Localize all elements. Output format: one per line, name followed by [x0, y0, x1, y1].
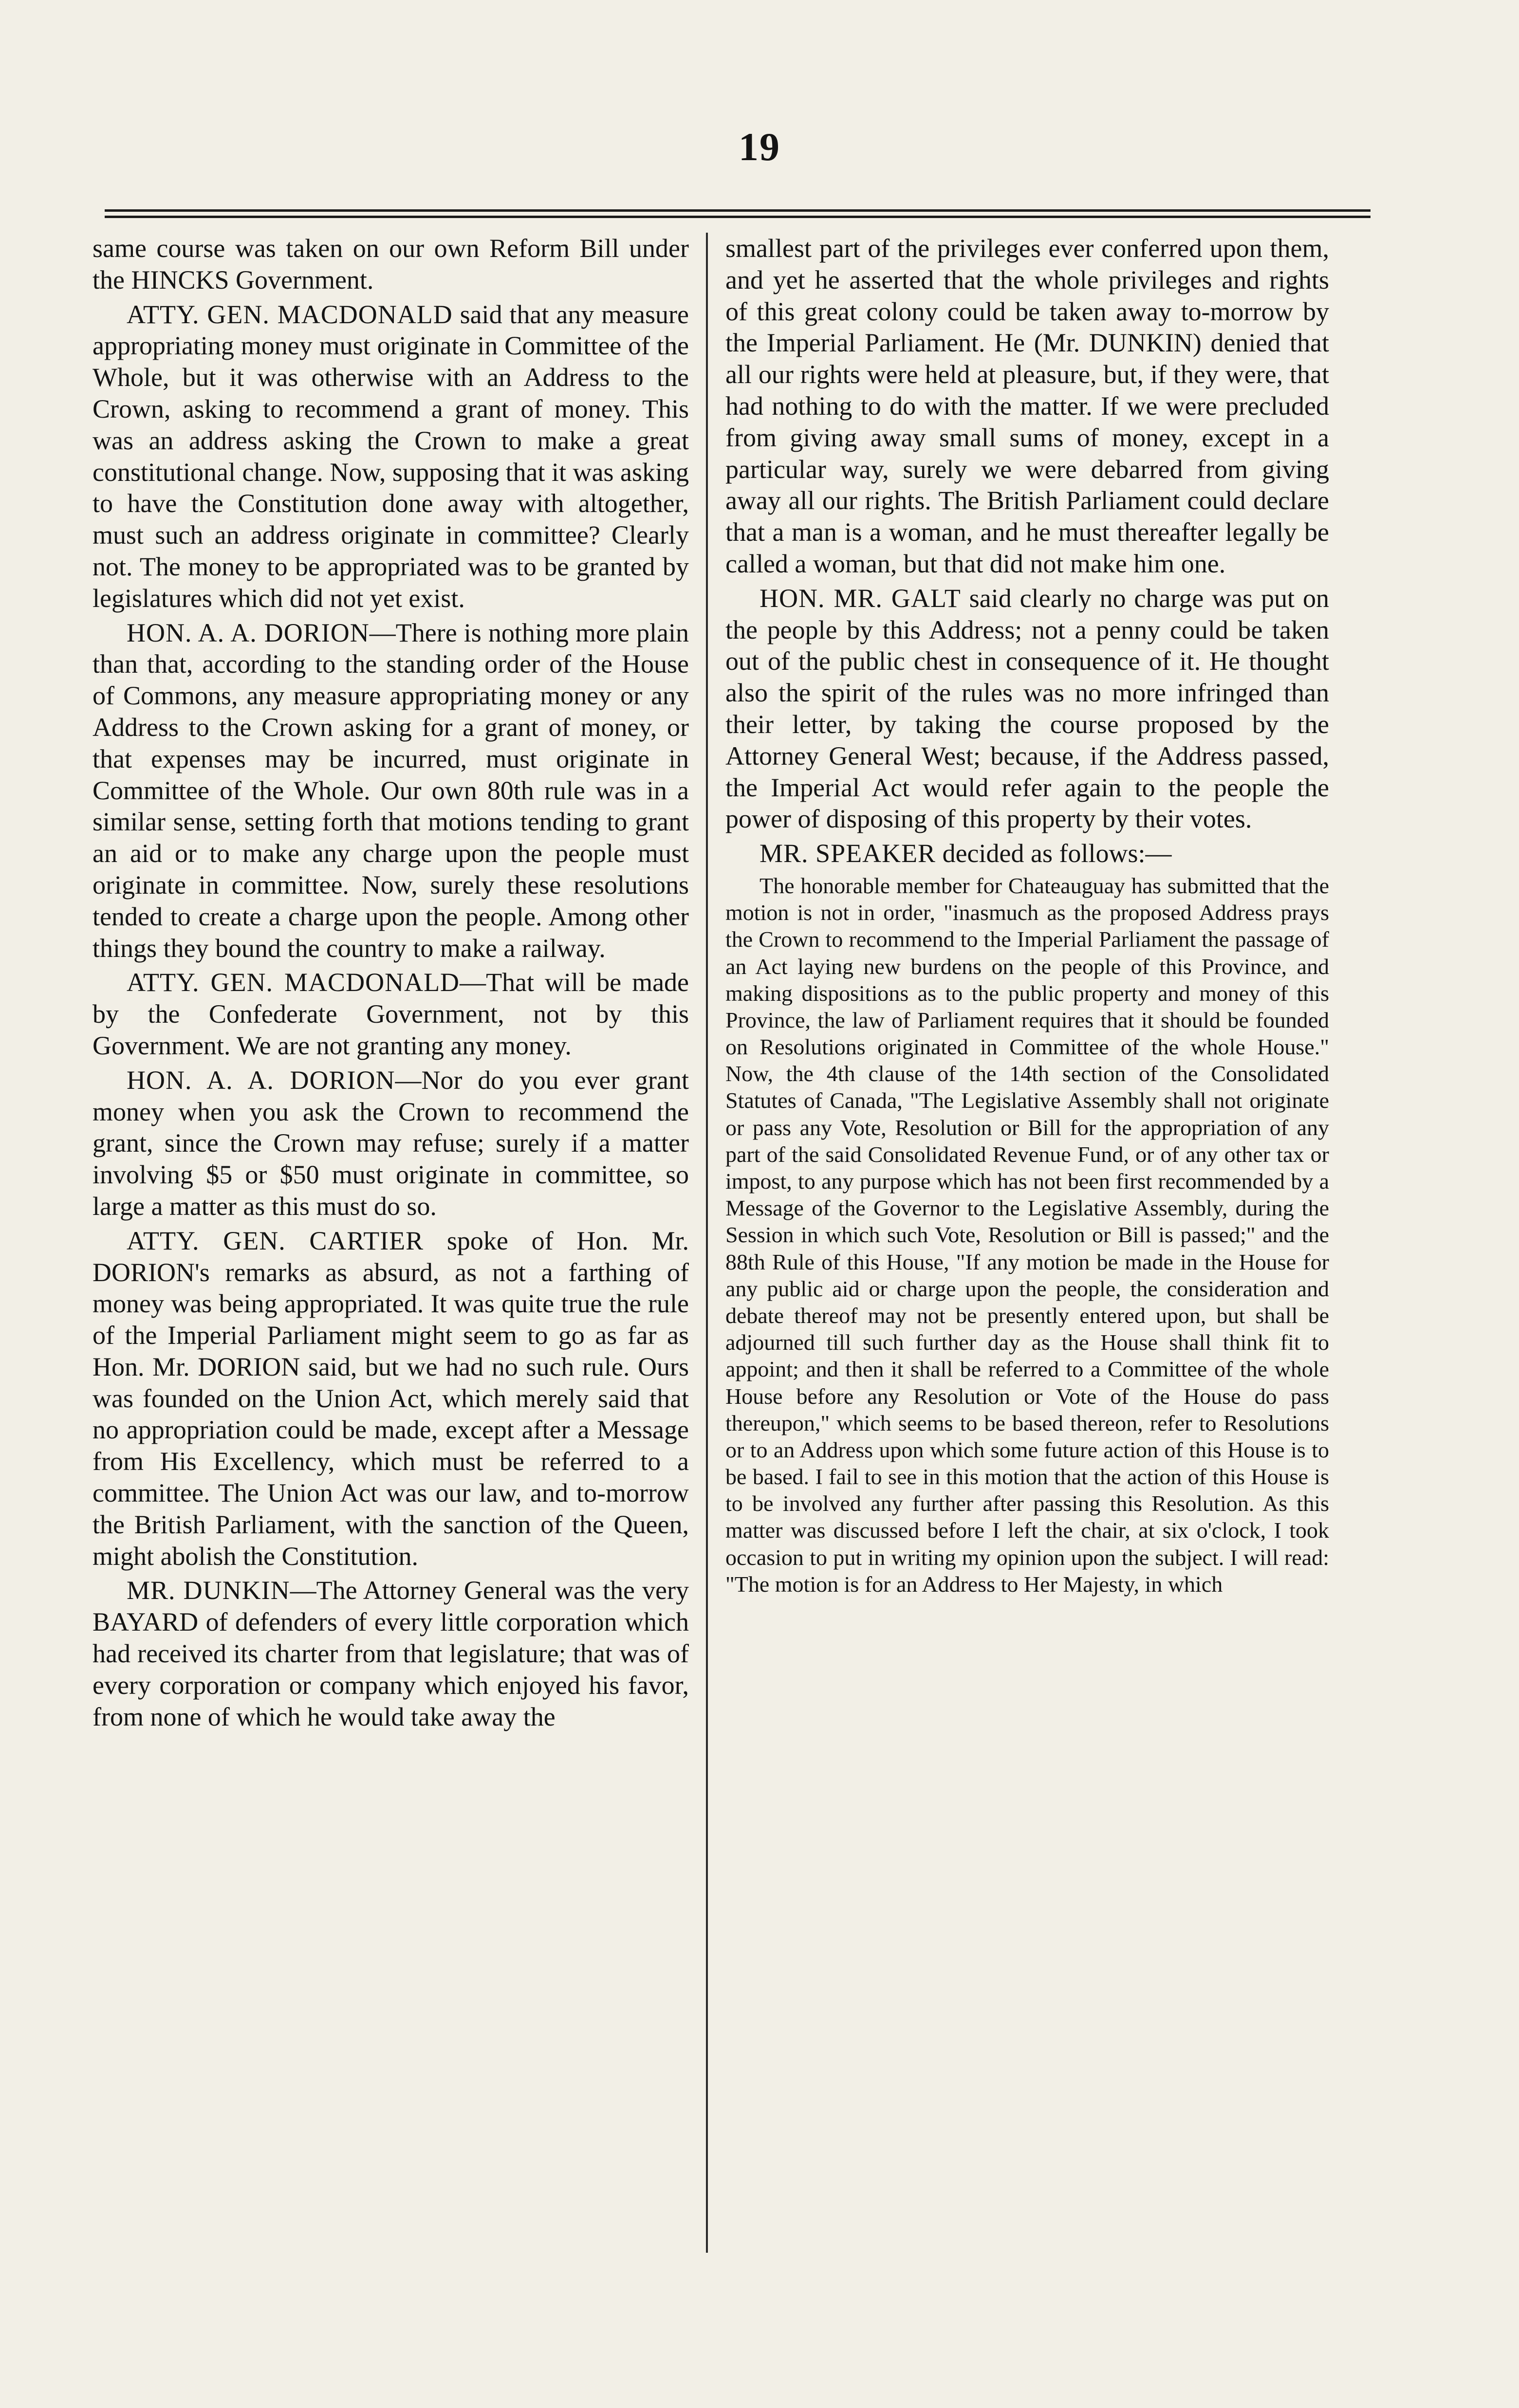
header-rule: [105, 209, 1371, 218]
paragraph: [725, 838, 1329, 869]
paragraph-text: —There is nothing more plain than that, according to the standing order of the House of Commons, any measure appropriating money or any Address to the Crown asking for a grant of money, or that expenses may be incurred, must originate in Committee of the Whole. Our own 80th rule was in a similar sense, setting forth that motions tending to grant an aid or to make any charge upon the people must originate in committee. Now, surely these resolutions tended to create a charge upon the people. Among other things they bound the country to make a railway.: [93, 618, 689, 963]
paragraph: [725, 233, 1329, 580]
paragraph-text: —Nor do you ever grant money when you ask the Crown to recommend the grant, since the Crown may refuse; surely if a matter involving $5 or $50 must originate in committee, so large a matter as this must do so.: [93, 1065, 689, 1221]
paragraph-text: —The Attorney General was the very BAYARD of defenders of every little corporation which had received its charter from that legislature; that was of every corporation or company which enjoyed his favor, from none of which he would take away the: [93, 1576, 689, 1731]
speaker-name: ATTY. GEN. MACDONALD: [127, 968, 460, 997]
speaker-decision: [725, 872, 1329, 1598]
paragraph: [93, 299, 689, 614]
decision-text: The honorable member for Chateauguay has submitted that the motion is not in order, "inasmuch as the proposed Address prays the Crown to recommend to the Imperial Parliament the passage of an Act laying new burdens on the people of this Province, and making dispositions as to the public property and money of this Province, the law of Parliament requires that it should be founded on Resolutions originated in Committee of the whole House." Now, the 4th clause of the 14th section of the Consolidated Statutes of Canada, "The Legislative Assembly shall not originate or pass any Vote, Resolution or Bill for the appropriation of any part of the said Consolidated Revenue Fund, or of any other tax or impost, to any purpose which has not been first recommended by a Message of the Governor to the Legislative Assembly, during the Session in which such Vote, Resolution or Bill is passed;" and the 88th Rule of this House, "If any motion be made in the House for any public aid or charge upon the people, the consideration and debate thereof may not be presently entered upon, but shall be adjourned till such further day as the House shall think fit to appoint; and then it shall be referred to a Committee of the whole House before any Resolution or Vote of the House do pass thereupon," which seems to be based thereon, refer to Resolutions or to an Address upon which some future action of this House is to be based. I fail to see in this motion that the action of this House is to be involved any further after passing this Resolution. As this matter was discussed before I left the chair, at six o'clock, I took occasion to put in writing my opinion upon the subject. I will read: "The motion is for an Address to Her Majesty, in which: [725, 873, 1329, 1597]
column-divider: [706, 233, 708, 2253]
paragraph-text: spoke of Hon. Mr. DORION's remarks as absurd, as not a farthing of money was being appropriated. It was quite true the rule of the Imperial Parliament might seem to go as far as Hon. Mr. DORION said, but we had no such rule. Ours was founded on the Union Act, which merely said that no appropriation could be made, except after a Message from His Excellency, which must be referred to a committee. The Union Act was our law, and to-morrow the British Parliament, with the sanction of the Queen, might abolish the Constitution.: [93, 1226, 689, 1571]
paragraph: [93, 1065, 689, 1222]
paragraph-text: said that any measure appropriating money must originate in Committee of the Whole, but it was otherwise with an Address to the Crown, asking to recommend a grant of money. This was an address asking the Crown to make a great constitutional change. Now, supposing that it was asking to have the Constitution done away with altogether, must such an address originate in committee? Clearly not. The money to be appropriated was to be granted by legislatures which did not yet exist.: [93, 299, 689, 613]
speaker-name: ATTY. GEN. CARTIER: [127, 1226, 424, 1255]
paragraph-text: decided as follows:—: [942, 839, 1172, 868]
paragraph: [93, 1225, 689, 1572]
paragraph-text: same course was taken on our own Reform Bill under the HINCKS Government.: [93, 234, 689, 294]
page-number: 19: [739, 125, 780, 169]
speaker-name: MR. DUNKIN: [127, 1576, 290, 1605]
paragraph: [725, 583, 1329, 835]
paragraph: [93, 233, 689, 296]
paragraph: [93, 967, 689, 1061]
paragraph-text: —That will be made by the Confederate Government, not by this Government. We are not granting any money.: [93, 968, 689, 1060]
right-column: [725, 233, 1329, 1600]
left-column: [93, 233, 689, 1735]
paragraph: [93, 617, 689, 964]
paragraph-text: smallest part of the privileges ever conferred upon them, and yet he asserted that the whole privileges and rights of this great colony could be taken away to-morrow by the Imperial Parliament. He (Mr. DUNKIN) denied that all our rights were held at pleasure, but, if they were, that had nothing to do with the matter. If we were precluded from giving away small sums of money, except in a particular way, surely we were debarred from giving away all our rights. The British Parliament could declare that a man is a woman, and he must thereafter legally be called a woman, but that did not make him one.: [725, 234, 1329, 578]
speaker-name: HON. A. A. DORION: [127, 618, 370, 647]
paragraph: [93, 1575, 689, 1732]
speaker-name: ATTY. GEN. MACDONALD: [127, 299, 453, 329]
speaker-name: MR. SPEAKER: [760, 839, 936, 868]
speaker-name: HON. MR. GALT: [760, 583, 961, 613]
speaker-name: HON. A. A. DORION: [127, 1065, 395, 1095]
paragraph-text: said clearly no charge was put on the people by this Address; not a penny could be taken out of the public chest in consequence of it. He thought also the spirit of the rules was no more infringed than their letter, by taking the course proposed by the Attorney General West; because, if the Address passed, the Imperial Act would refer again to the people the power of disposing of this property by their votes.: [725, 583, 1330, 834]
